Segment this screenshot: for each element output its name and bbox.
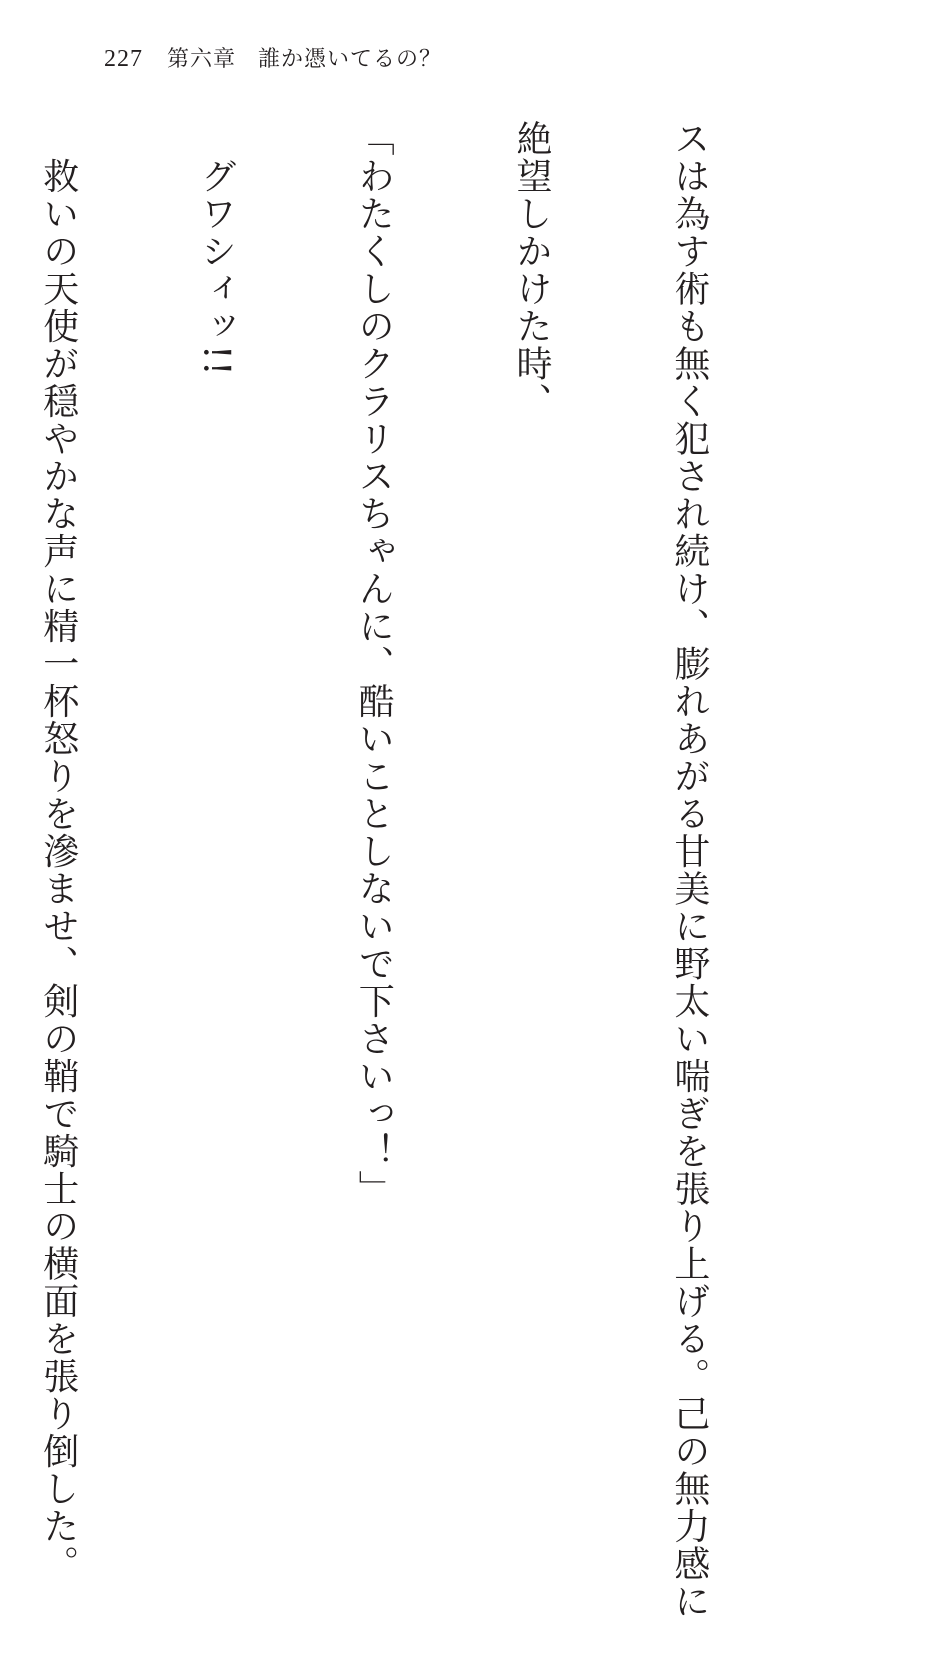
text-line: 「わたくしのクラリスちゃんに、酷いことしないで下さいっ！」 [353,120,395,1208]
page-number: 227 [104,46,143,72]
text-line: 絶望しかけた時、 [511,120,553,420]
text-line: グワシィッ!! [195,120,237,377]
body-text [37,120,820,1620]
text-line: 救いの天使が穏やかな声に精一杯怒りを滲ませ、剣の鞘で騎士の横面を張り倒した。 [37,120,79,1583]
chapter-label: 第六章 [167,47,237,72]
chapter-title: 誰か憑いてるの？ [258,47,443,72]
text-line: スは為す術も無く犯され続け、膨れあがる甘美に野太い喘ぎを張り上げる。己の無力感に [668,120,710,1620]
running-head [104,44,442,75]
